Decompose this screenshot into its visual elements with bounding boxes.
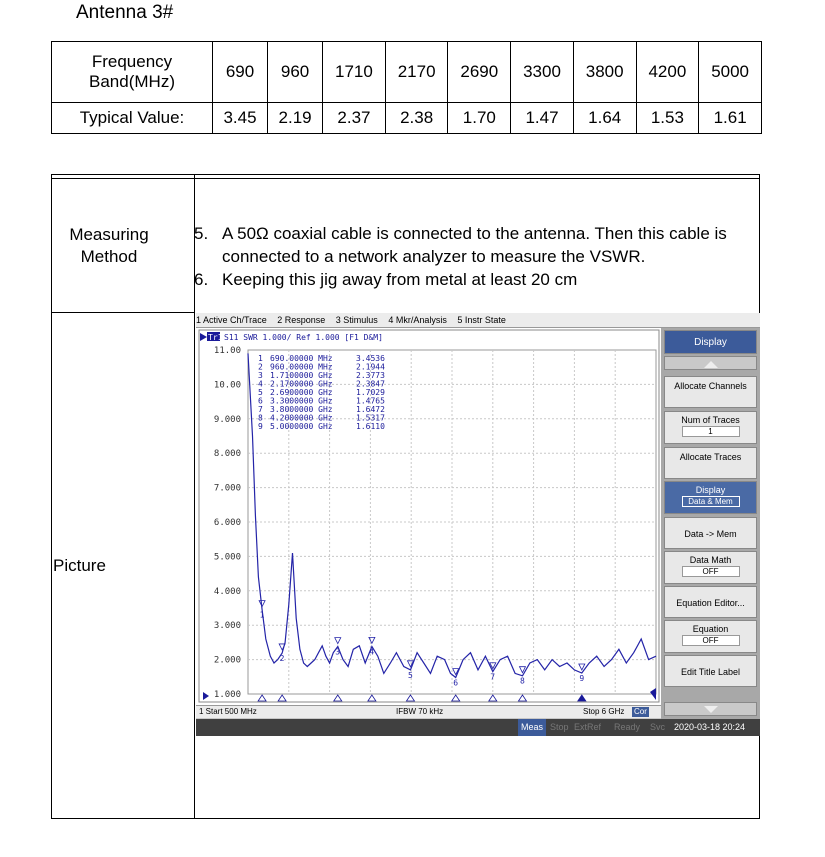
display-menu-title: Display <box>664 330 757 354</box>
marker-number: 2 <box>258 362 263 372</box>
menu-item[interactable]: 3 Stimulus <box>335 315 378 325</box>
value-cell: 2.37 <box>323 103 386 134</box>
network-analyzer-screenshot <box>196 313 760 736</box>
marker-frequency: 3.3000000 GHz <box>270 396 333 406</box>
marker-label: 7 <box>490 672 496 682</box>
edit-title-label-button[interactable]: Edit Title Label <box>664 655 757 687</box>
y-tick-label: 4.000 <box>213 586 241 597</box>
marker-number: 4 <box>258 379 263 389</box>
stop-freq: Stop 6 GHz <box>583 707 625 716</box>
y-tick-label: 5.000 <box>213 552 241 563</box>
marker-number: 5 <box>258 388 263 397</box>
y-tick-label: 3.000 <box>213 621 241 632</box>
marker-number: 9 <box>258 422 263 431</box>
plot-area <box>196 328 661 705</box>
scroll-up-button[interactable] <box>664 356 757 370</box>
stop-indicator: Stop <box>550 722 569 732</box>
method-steps <box>194 222 754 291</box>
ready-indicator: Ready <box>614 722 641 732</box>
menu-item[interactable]: 5 Instr State <box>457 315 506 325</box>
display-data-mem-value: Data & Mem <box>682 496 740 507</box>
freq-cell: 3300 <box>511 42 574 103</box>
marker-label: 3 <box>335 647 341 657</box>
marker-label: 9 <box>579 673 585 683</box>
marker-value: 1.5317 <box>356 413 385 423</box>
datetime: 2020-03-18 20:24 <box>674 722 746 732</box>
measuring-method-label: Measuring Method <box>69 225 149 266</box>
marker-number: 1 <box>258 354 263 363</box>
marker-frequency: 4.2000000 GHz <box>270 413 333 423</box>
marker-label: 1 <box>259 610 265 620</box>
y-tick-label: 2.000 <box>213 655 241 666</box>
freq-cell: 690 <box>213 42 268 103</box>
marker-table <box>258 354 385 431</box>
value-cell: 2.38 <box>385 103 448 134</box>
num-traces-value: 1 <box>682 426 740 437</box>
y-tick-label: 11.00 <box>213 346 241 356</box>
typical-value-row <box>52 103 762 134</box>
typical-value-header: Typical Value: <box>52 103 213 134</box>
marker-label: 2 <box>279 653 285 663</box>
y-tick-label: 10.00 <box>213 380 241 391</box>
marker-number: 6 <box>258 396 263 406</box>
equation-value: OFF <box>682 635 740 646</box>
frequency-row <box>52 42 762 103</box>
marker-value: 1.6110 <box>356 422 385 431</box>
marker-frequency: 3.8000000 GHz <box>270 405 333 414</box>
marker-value: 1.7029 <box>356 388 385 397</box>
page-title: Antenna 3# <box>76 2 174 23</box>
marker-label: 6 <box>453 678 459 688</box>
trace-tag: Tr1 <box>208 333 223 342</box>
freq-cell: 3800 <box>573 42 636 103</box>
marker-label: 8 <box>519 676 525 686</box>
value-cell: 1.64 <box>573 103 636 134</box>
marker-number: 8 <box>258 413 263 423</box>
marker-number: 7 <box>258 405 263 414</box>
chevron-up-icon <box>704 360 718 368</box>
swr-chart <box>196 328 661 705</box>
equation-button[interactable]: Equation OFF <box>664 620 757 653</box>
menu-item[interactable]: 2 Response <box>277 315 326 325</box>
extref-indicator: ExtRef <box>574 722 602 732</box>
y-tick-label: 6.000 <box>213 518 241 528</box>
freq-cell: 4200 <box>636 42 699 103</box>
y-tick-label: 9.000 <box>213 414 241 425</box>
status-bar <box>196 705 661 718</box>
divider <box>52 178 759 179</box>
bottom-status-bar <box>196 719 760 736</box>
freq-cell: 960 <box>268 42 323 103</box>
freq-cell: 2170 <box>385 42 448 103</box>
value-cell: 1.70 <box>448 103 511 134</box>
method-step: 6. Keeping this jig away from metal at least 20 cm <box>194 270 578 289</box>
marker-value: 2.1944 <box>356 362 385 372</box>
marker-value: 2.3773 <box>356 371 385 380</box>
marker-value: 1.4765 <box>356 396 385 406</box>
softkey-panel <box>661 328 760 719</box>
marker-label: 5 <box>407 670 413 680</box>
num-traces-button[interactable]: Num of Traces 1 <box>664 411 757 444</box>
marker-frequency: 960.00000 MHz <box>270 362 333 372</box>
scroll-down-button[interactable] <box>664 702 757 716</box>
marker-frequency: 1.7100000 GHz <box>270 371 333 380</box>
ifbw: IFBW 70 kHz <box>396 707 444 716</box>
svc-indicator: Svc <box>650 722 666 732</box>
start-freq: 1 Start 500 MHz <box>199 707 257 716</box>
method-step: 5. A 50Ω coaxial cable is connected to the antenna. Then this cable is connected to a network analyzer to measure the VSWR. <box>194 224 727 266</box>
trace-header: S11 SWR 1.000/ Ref 1.000 [F1 D&M] <box>224 333 383 342</box>
y-tick-label: 7.000 <box>213 483 241 494</box>
y-tick-label: 8.000 <box>213 449 241 460</box>
allocate-traces-button[interactable]: Allocate Traces <box>664 447 757 479</box>
allocate-channels-button[interactable]: Allocate Channels <box>664 376 757 408</box>
display-data-mem-button[interactable]: Display Data & Mem <box>664 481 757 514</box>
marker-frequency: 5.0000000 GHz <box>270 422 333 431</box>
menu-item[interactable]: 1 Active Ch/Trace <box>196 315 267 325</box>
data-to-mem-button[interactable]: Data -> Mem <box>664 517 757 549</box>
marker-label: 4 <box>369 647 375 657</box>
value-cell: 3.45 <box>213 103 268 134</box>
marker-value: 2.3847 <box>356 379 385 389</box>
menu-item[interactable]: 4 Mkr/Analysis <box>388 315 447 325</box>
freq-cell: 1710 <box>323 42 386 103</box>
meas-indicator: Meas <box>518 719 546 736</box>
freq-cell: 5000 <box>699 42 762 103</box>
marker-number: 3 <box>258 371 263 380</box>
value-cell: 2.19 <box>268 103 323 134</box>
marker-frequency: 2.1700000 GHz <box>270 379 333 389</box>
frequency-table <box>51 41 762 134</box>
y-tick-label: 1.000 <box>213 690 241 700</box>
divider <box>52 312 194 313</box>
data-math-value: OFF <box>682 566 740 577</box>
data-math-button[interactable]: Data Math OFF <box>664 551 757 584</box>
value-cell: 1.61 <box>699 103 762 134</box>
value-cell: 1.47 <box>511 103 574 134</box>
equation-editor-button[interactable]: Equation Editor... <box>664 586 757 618</box>
picture-label: Picture <box>53 556 106 575</box>
freq-cell: 2690 <box>448 42 511 103</box>
value-cell: 1.53 <box>636 103 699 134</box>
analyzer-menu-bar <box>196 313 760 328</box>
marker-value: 1.6472 <box>356 405 385 414</box>
frequency-header: Frequency Band(MHz) <box>52 42 213 103</box>
cor-badge: Cor <box>634 707 647 716</box>
marker-value: 3.4536 <box>356 354 385 363</box>
chevron-down-icon <box>704 706 718 714</box>
marker-frequency: 690.00000 MHz <box>270 354 333 363</box>
marker-frequency: 2.6900000 GHz <box>270 388 333 397</box>
